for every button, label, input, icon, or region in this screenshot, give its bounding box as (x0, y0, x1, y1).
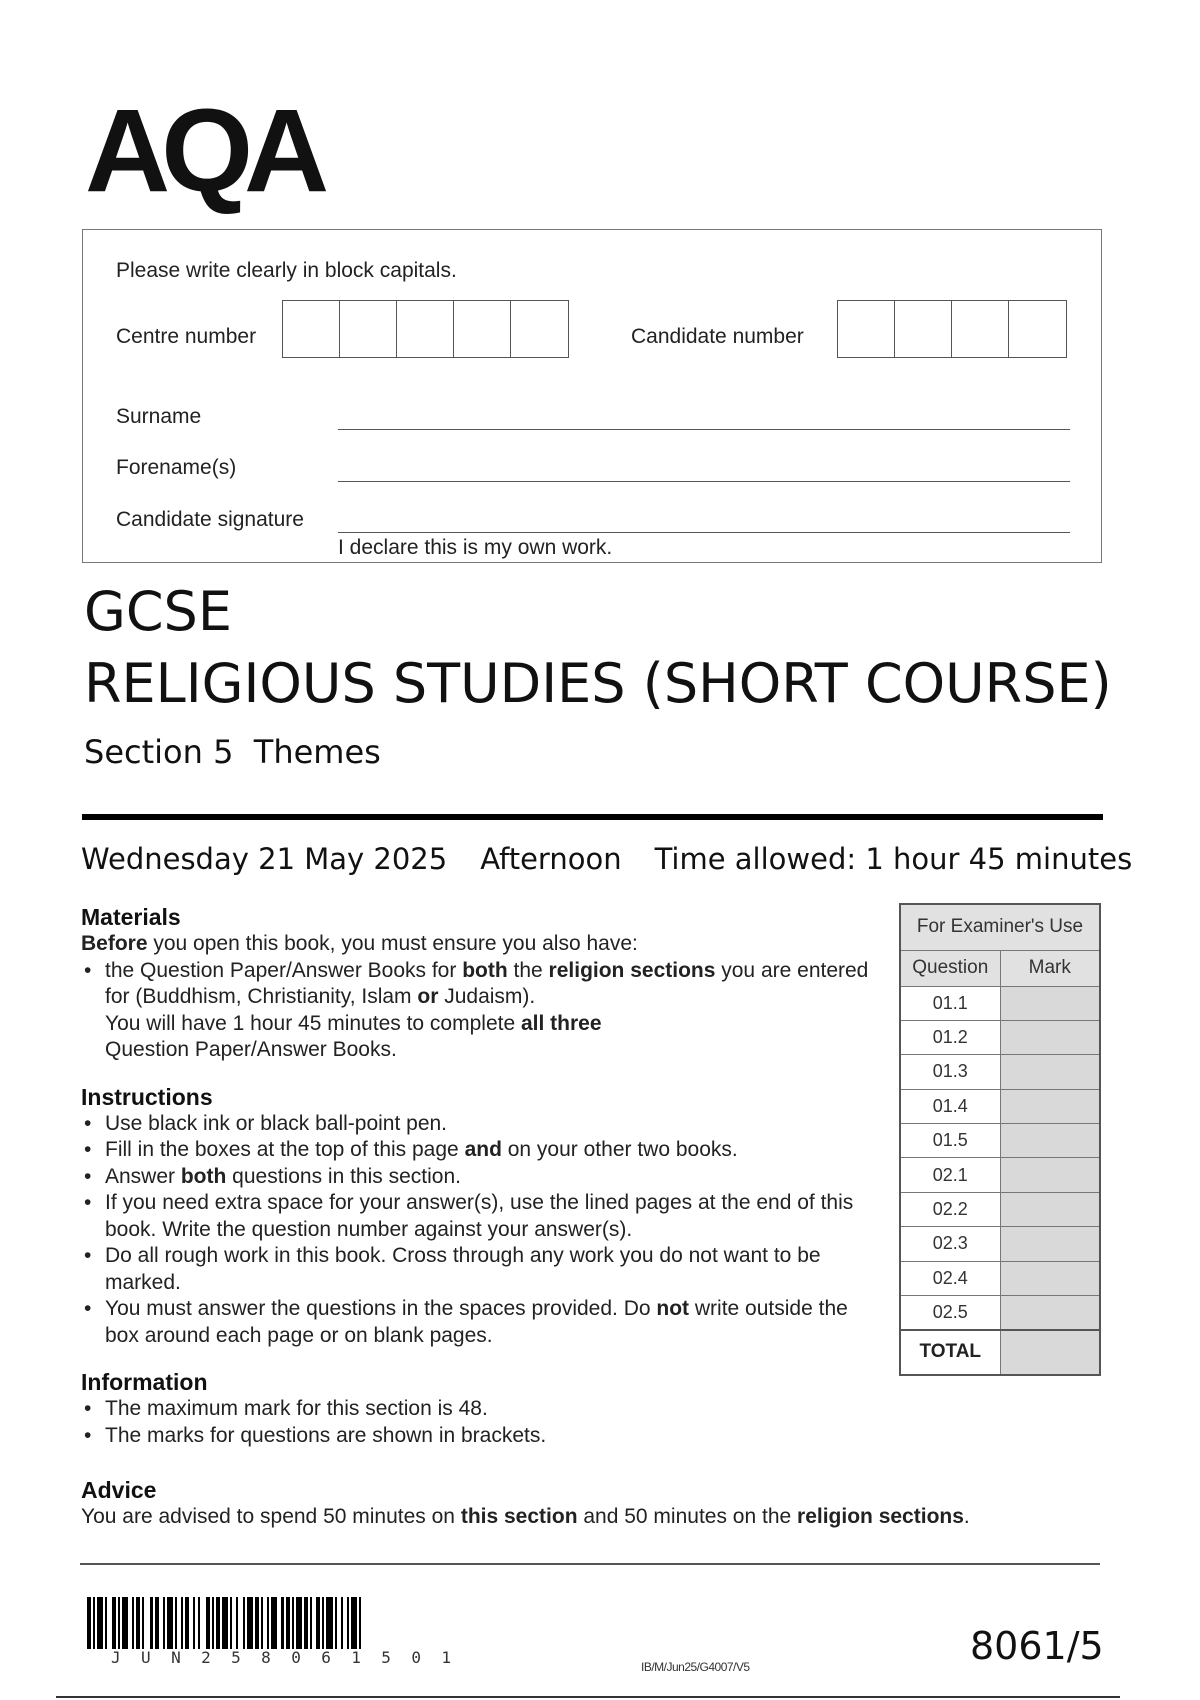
candidate-number-boxes[interactable] (837, 300, 1067, 358)
candidate-digit-box[interactable] (838, 301, 895, 357)
barcode-digit: 1 (441, 1648, 451, 1667)
question-number-cell: 01.3 (900, 1055, 1000, 1089)
total-label: TOTAL (900, 1330, 1000, 1375)
candidate-digit-box[interactable] (952, 301, 1009, 357)
barcode-digits (111, 1648, 451, 1667)
advice-heading: Advice (81, 1477, 157, 1503)
mark-cell[interactable] (1000, 1020, 1100, 1054)
barcode-digit: 6 (321, 1648, 331, 1667)
section-title: Section 5 Themes (84, 733, 381, 771)
information-heading: Information (81, 1369, 208, 1395)
centre-digit-box[interactable] (397, 301, 454, 357)
barcode-digit: 0 (411, 1648, 421, 1667)
mark-column-header: Mark (1000, 950, 1100, 986)
barcode-digit: 1 (351, 1648, 361, 1667)
examiner-table-row (900, 1020, 1100, 1054)
mark-cell[interactable] (1000, 1192, 1100, 1226)
candidate-digit-box[interactable] (895, 301, 952, 357)
centre-digit-box[interactable] (340, 301, 397, 357)
mark-cell[interactable] (1000, 1261, 1100, 1295)
candidate-number-label: Candidate number (631, 325, 804, 348)
advice-text: You are advised to spend 50 minutes on this section and 50 minutes on the religion sections. (81, 1505, 970, 1528)
surname-field[interactable] (338, 429, 1070, 430)
materials-intro: Before you open this book, you must ensure you also have: (81, 932, 638, 955)
signature-field[interactable] (338, 532, 1070, 533)
examiner-use-table (899, 903, 1101, 1376)
examiner-table-row (900, 1089, 1100, 1123)
examiner-table-row (900, 1261, 1100, 1295)
mark-cell[interactable] (1000, 1124, 1100, 1158)
paper-code: 8061/5 (970, 1624, 1104, 1668)
page-bottom-rule (56, 1696, 1120, 1698)
centre-digit-box[interactable] (454, 301, 511, 357)
qualification-title: GCSE (84, 580, 232, 643)
examiner-table-row (900, 986, 1100, 1020)
mark-cell[interactable] (1000, 1055, 1100, 1089)
question-number-cell: 02.2 (900, 1192, 1000, 1226)
question-number-cell: 02.5 (900, 1296, 1000, 1330)
paper-reference: IB/M/Jun25/G4007/V5 (641, 1660, 750, 1674)
information-list (81, 1396, 881, 1449)
question-number-cell: 02.3 (900, 1227, 1000, 1261)
centre-digit-box[interactable] (511, 301, 568, 357)
barcode-digit: 2 (201, 1648, 211, 1667)
block-capitals-instruction: Please write clearly in block capitals. (116, 259, 457, 282)
forenames-field[interactable] (338, 481, 1070, 482)
candidate-digit-box[interactable] (1009, 301, 1066, 357)
forenames-label: Forename(s) (116, 456, 237, 479)
exam-date: Wednesday 21 May 2025 (81, 842, 448, 876)
aqa-logo: AQA (85, 85, 321, 217)
question-number-cell: 01.5 (900, 1124, 1000, 1158)
question-number-cell: 01.2 (900, 1020, 1000, 1054)
examiner-table-row (900, 1192, 1100, 1226)
signature-label: Candidate signature (116, 508, 304, 531)
total-mark-cell[interactable] (1000, 1330, 1100, 1375)
question-number-cell: 02.4 (900, 1261, 1000, 1295)
mark-cell[interactable] (1000, 1296, 1100, 1330)
instructions-list (81, 1111, 881, 1350)
exam-date-line (81, 842, 1133, 876)
list-item: • Use black ink or black ball-point pen. (81, 1111, 881, 1138)
mark-cell[interactable] (1000, 1227, 1100, 1261)
barcode-digit: N (171, 1648, 181, 1667)
barcode-digit: 0 (291, 1648, 301, 1667)
list-item: • Answer both questions in this section. (81, 1164, 881, 1191)
list-item: • The marks for questions are shown in brackets. (81, 1423, 881, 1450)
barcode-digit: 5 (231, 1648, 241, 1667)
footer-divider (80, 1563, 1100, 1565)
question-number-cell: 01.4 (900, 1089, 1000, 1123)
list-item: • Do all rough work in this book. Cross through any work you do not want to be marked. (81, 1243, 861, 1296)
materials-heading: Materials (81, 904, 181, 930)
question-number-cell: 02.1 (900, 1158, 1000, 1192)
list-item: • the Question Paper/Answer Books for both the religion sections you are entered for (Buddhism, Christianity, Islam or Judaism). (81, 958, 881, 1011)
centre-number-label: Centre number (116, 325, 257, 348)
declaration-text: I declare this is my own work. (338, 536, 613, 559)
surname-label: Surname (116, 405, 202, 428)
mark-cell[interactable] (1000, 986, 1100, 1020)
barcode-digit: 5 (381, 1648, 391, 1667)
list-item: • If you need extra space for your answer(s), use the lined pages at the end of this book. Write the question number against your answer(s). (81, 1190, 871, 1243)
examiner-table-row (900, 1055, 1100, 1089)
materials-time-note: You will have 1 hour 45 minutes to complete all three Question Paper/Answer Books. (105, 1011, 602, 1061)
instructions-heading: Instructions (81, 1083, 213, 1110)
title-divider (82, 814, 1103, 820)
examiner-table-row (900, 1158, 1100, 1192)
barcode-digit: J (111, 1648, 121, 1667)
centre-digit-box[interactable] (283, 301, 340, 357)
mark-cell[interactable] (1000, 1158, 1100, 1192)
question-number-cell: 01.1 (900, 986, 1000, 1020)
time-allowed: Time allowed: 1 hour 45 minutes (654, 842, 1133, 876)
examiner-table-row (900, 1124, 1100, 1158)
list-item: • Fill in the boxes at the top of this page and on your other two books. (81, 1137, 881, 1164)
list-item: • You must answer the questions in the spaces provided. Do not write outside the box around each page or on blank pages. (81, 1296, 881, 1349)
barcode-digit: 8 (261, 1648, 271, 1667)
subject-title: RELIGIOUS STUDIES (SHORT COURSE) (84, 652, 1112, 715)
mark-cell[interactable] (1000, 1089, 1100, 1123)
question-column-header: Question (900, 950, 1000, 986)
barcode (87, 1597, 471, 1649)
list-item: • The maximum mark for this section is 48. (81, 1396, 881, 1423)
barcode-digit: U (141, 1648, 151, 1667)
materials-list (81, 958, 881, 1011)
centre-number-boxes[interactable] (282, 300, 569, 358)
examiner-use-title: For Examiner's Use (900, 904, 1100, 950)
examiner-table-row (900, 1227, 1100, 1261)
exam-session: Afternoon (480, 842, 622, 876)
examiner-table-row (900, 1296, 1100, 1330)
